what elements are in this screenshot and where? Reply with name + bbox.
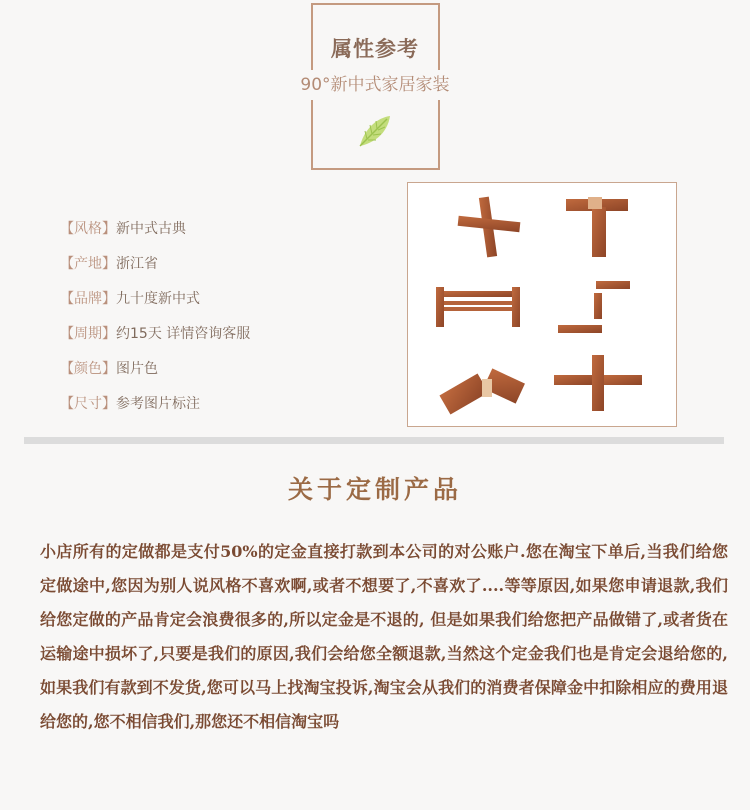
leaf-icon [354, 110, 396, 152]
attr-value: 浙江省 [116, 256, 158, 272]
attr-key: 【周期】 [60, 326, 116, 342]
attribute-list [60, 212, 250, 422]
joint-t-1 [566, 197, 628, 257]
attr-key: 【风格】 [60, 221, 116, 237]
attr-row-style [60, 212, 250, 247]
attr-key: 【颜色】 [60, 361, 116, 377]
section-divider [24, 437, 724, 444]
attr-row-period [60, 317, 250, 352]
custom-section-title: 关于定制产品 [287, 475, 462, 504]
page-subtitle: 90°新中式家居家装 [300, 70, 450, 100]
product-photo [407, 182, 677, 427]
joint-l [439, 368, 525, 414]
joint-corner [558, 281, 630, 333]
attr-row-color [60, 352, 250, 387]
page-title: 属性参考 [331, 37, 419, 61]
joint-cross-1 [458, 197, 521, 258]
attr-value: 九十度新中式 [116, 291, 200, 307]
joint-cross-2 [554, 355, 642, 411]
attr-row-brand [60, 282, 250, 317]
attr-row-size [60, 387, 250, 422]
attr-key: 【品牌】 [60, 291, 116, 307]
wood-joinery-illustration [408, 183, 676, 426]
attr-key: 【尺寸】 [60, 396, 116, 412]
attr-value: 约15天 详情咨询客服 [116, 326, 251, 342]
attr-value: 新中式古典 [116, 221, 186, 237]
attr-value: 参考图片标注 [116, 396, 200, 412]
attr-row-origin [60, 247, 250, 282]
attr-value: 图片色 [116, 361, 158, 377]
custom-section-paragraph: 小店所有的定做都是支付50%的定金直接打款到本公司的对公账户.您在淘宝下单后,当我们给您定做途中,您因为别人说风格不喜欢啊,或者不想要了,不喜欢了....等等原因,如果您申请退款,我们给您定做的产品肯定会浪费很多的,所以定金是不退的, 但是如果我们给您把产品做错了,或者货在运输途中损坏了,只要是我们的原因,我们会给您全额退款,当然这个定金我们也是肯定会退给您的,如果我们有款到不发货,您可以马上找淘宝投诉,淘宝会从我们的消费者保障金中扣除相应的费用退给您的,您不相信我们,那您还不相信淘宝吗 [40, 542, 728, 731]
attr-key: 【产地】 [60, 256, 116, 272]
joint-frame [436, 287, 520, 327]
